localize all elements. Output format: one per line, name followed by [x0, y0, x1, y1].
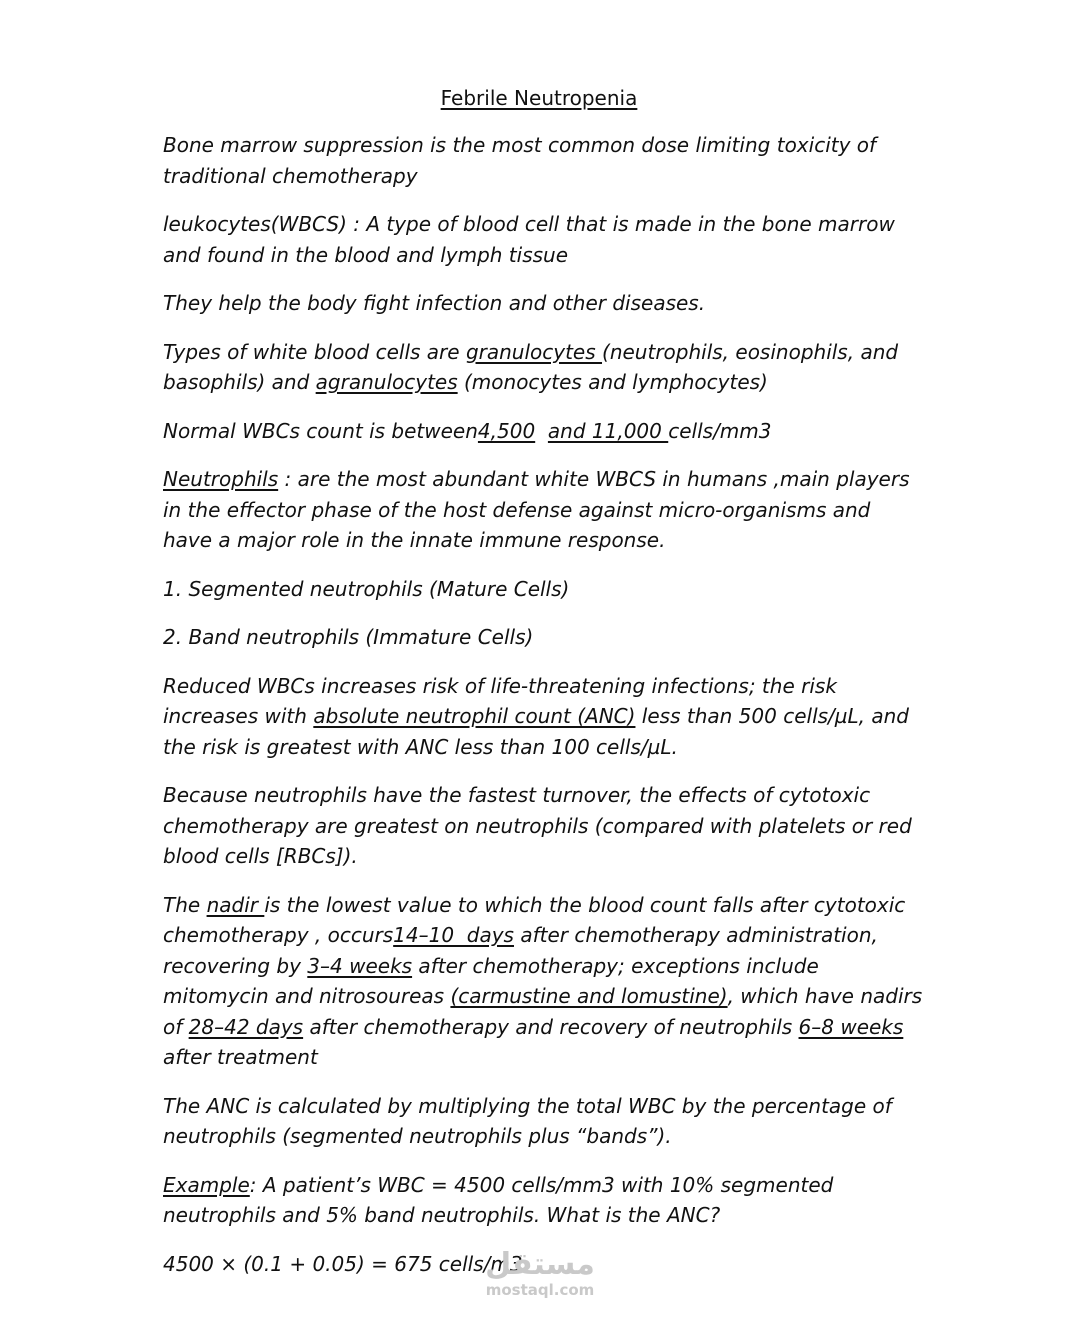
watermark-latin: mostaql.com	[485, 1281, 595, 1299]
underlined-term: 14–10 days	[393, 923, 514, 947]
list-item-band: 2. Band neutrophils (Immature Cells)	[163, 625, 534, 649]
underlined-term: granulocytes	[465, 339, 603, 364]
text-segment: less than 500 cells/µL, and the risk is greatest with ANC less than 100 cells/µL.	[163, 704, 909, 759]
underlined-term: 28–42 days	[188, 1014, 304, 1039]
paragraph-leukocytes: leukocytes(WBCS) : A type of blood cell that is made in the bone marrow and found in the blood and lymph tissue	[163, 212, 895, 267]
text-segment: , which have nadirs of	[163, 984, 923, 1039]
text-segment: (neutrophils, eosinophils, and basophils) and	[163, 339, 899, 394]
underlined-term: 3–4 weeks	[307, 953, 413, 978]
text-segment: : are the most abundant white WBCS in humans ,main players in the effector phase of the host defense against micro-organisms and have a major role in the innate immune response.	[163, 467, 910, 552]
text-segment: Reduced WBCs increases risk of life-threatening infections; the risk increases with	[163, 673, 837, 728]
underlined-term: 4,500	[477, 418, 536, 443]
paragraph-neutrophils	[163, 464, 923, 556]
underlined-term: 6–8 weeks	[798, 1014, 904, 1039]
paragraph-types	[163, 337, 923, 398]
paragraph-function: They help the body fight infection and other diseases.	[163, 291, 706, 315]
text-segment: after chemotherapy and recovery of neutrophils	[303, 1014, 799, 1039]
paragraph-result: 4500 × (0.1 + 0.05) = 675 cells/m3	[163, 1251, 523, 1276]
underlined-term: Neutrophils	[163, 467, 279, 491]
underlined-term: (carmustine and lomustine)	[450, 984, 728, 1008]
text-segment: is the lowest value to which the blood count falls after cytotoxic chemotherapy , occurs	[163, 892, 906, 947]
list-item-segmented: 1. Segmented neutrophils (Mature Cells)	[163, 576, 570, 601]
text-segment: : A patient’s WBC = 4500 cells/mm3 with 10% segmented neutrophils and 5% band neutrophils. What is the ANC?	[163, 1172, 834, 1227]
text-segment: after chemotherapy; exceptions include mitomycin and nitrosoureas	[163, 953, 819, 1008]
paragraph-normal-count	[163, 416, 923, 447]
paragraph-intro: Bone marrow suppression is the most common dose limiting toxicity of traditional chemotherapy	[163, 133, 877, 188]
underlined-term: nadir	[206, 892, 265, 917]
document-body	[163, 130, 923, 1297]
watermark-arabic: مستقل	[485, 1247, 595, 1282]
text-segment: The	[163, 892, 207, 917]
text-segment: Normal WBCs count is between	[163, 418, 478, 443]
paragraph-risk	[163, 671, 923, 763]
text-segment: after chemotherapy administration, recovering by	[163, 923, 878, 978]
text-segment	[535, 419, 548, 443]
underlined-term: and 11,000	[547, 418, 669, 443]
underlined-term: Example	[163, 1172, 250, 1197]
text-segment: after treatment	[163, 1045, 318, 1069]
text-segment: Types of white blood cells are	[163, 339, 466, 364]
paragraph-example	[163, 1170, 923, 1231]
document-title: Febrile Neutropenia	[440, 86, 638, 110]
underlined-term: agranulocytes	[315, 370, 458, 394]
paragraph-anc-calculation: The ANC is calculated by multiplying the total WBC by the percentage of neutrophils (segmented neutrophils plus “bands”).	[163, 1093, 892, 1148]
text-segment: cells/mm3	[668, 418, 772, 443]
text-segment: (monocytes and lymphocytes)	[457, 370, 768, 394]
underlined-term: absolute neutrophil count (ANC)	[313, 704, 636, 728]
paragraph-turnover: Because neutrophils have the fastest turnover, the effects of cytotoxic chemotherapy are greatest on neutrophils (compared with platelets or red blood cells [RBCs]).	[163, 783, 912, 868]
paragraph-nadir	[163, 890, 923, 1073]
